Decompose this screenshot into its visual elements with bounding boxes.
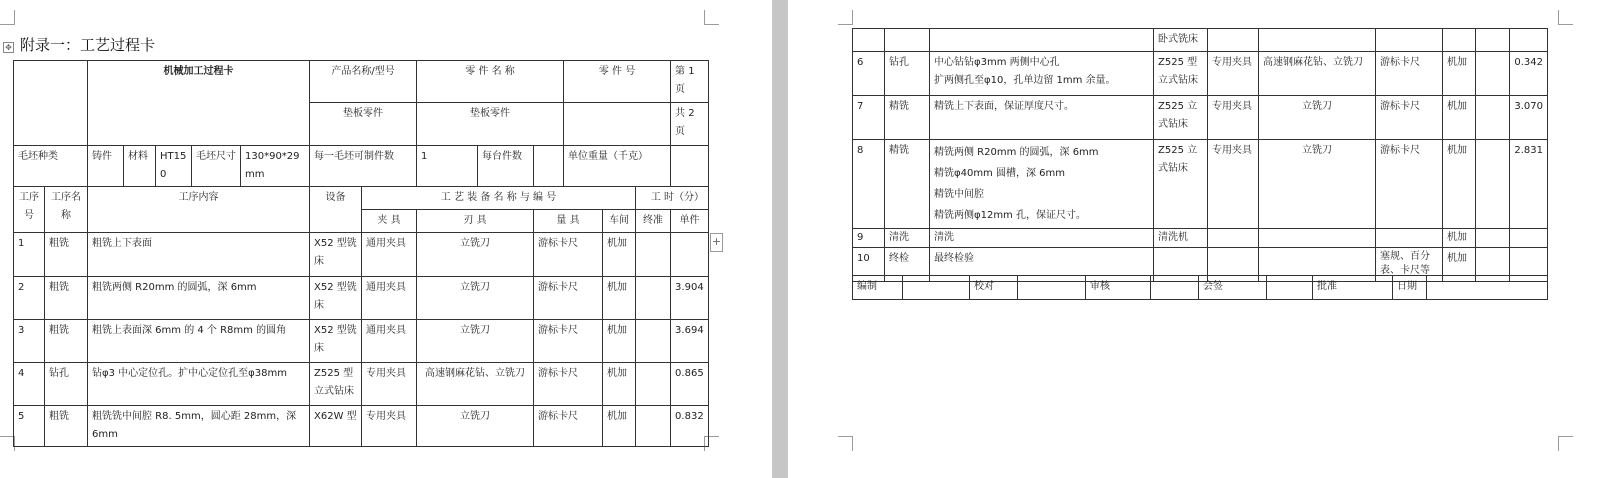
- step-no: 5: [14, 406, 45, 447]
- part-name-value: 垫板零件: [417, 103, 564, 146]
- step-name: 精铣: [885, 140, 930, 229]
- step-equipment: 卧式铣床: [1154, 29, 1208, 52]
- page-corner-mark: [1558, 10, 1573, 25]
- blank-size-label: 毛坯尺寸: [192, 146, 241, 187]
- col-equipment: 设备: [310, 187, 362, 233]
- step-content: [930, 29, 1154, 52]
- page-corner-mark: [0, 10, 15, 25]
- signoff-edit-label: 编制: [853, 276, 903, 300]
- content-line: 精铣中间腔: [934, 189, 984, 200]
- step-final: [1476, 52, 1510, 96]
- step-name: 粗铣: [45, 233, 88, 277]
- blank-cell: [14, 61, 88, 146]
- step-gauge: 游标卡尺: [534, 233, 603, 277]
- col-unit: 单件: [671, 210, 709, 233]
- step-unit-time: 0.865: [671, 363, 709, 406]
- step-gauge: 游标卡尺: [534, 277, 603, 320]
- step-cutter: 立铣刀: [417, 233, 534, 277]
- step-final: [636, 277, 671, 320]
- content-line: 最终检验: [934, 253, 974, 264]
- table-row: [14, 233, 709, 277]
- step-workshop: 机加: [603, 363, 636, 406]
- table-row: [853, 229, 1548, 248]
- step-no: 7: [853, 96, 885, 140]
- step-equipment: 清洗机: [1154, 229, 1208, 248]
- step-final: [1476, 140, 1510, 229]
- step-workshop: 机加: [1443, 140, 1476, 229]
- page-corner-mark: [1558, 436, 1573, 451]
- step-fixture: [1208, 29, 1259, 52]
- blank-size-value: 130*90*29mm: [241, 146, 310, 187]
- col-step-name: 工序名称: [45, 187, 88, 233]
- step-content: 粗铣上下表面: [88, 233, 310, 277]
- page-separator: [772, 0, 788, 478]
- step-final: [636, 233, 671, 277]
- content-line: 扩两侧孔至φ10，孔单边留 1mm 余量。: [934, 75, 1116, 86]
- step-fixture: 专用夹具: [1208, 52, 1259, 96]
- step-cutter: 立铣刀: [417, 406, 534, 447]
- table-row: [14, 320, 709, 363]
- step-equipment: X62W 型: [310, 406, 362, 447]
- step-cutter: 立铣刀: [417, 277, 534, 320]
- step-content: [930, 96, 1154, 140]
- step-cutter: 高速钢麻花钻、立铣刀: [417, 363, 534, 406]
- part-no-value: [564, 103, 671, 146]
- col-fixture: 夹 具: [362, 210, 417, 233]
- step-unit-time: [1510, 29, 1548, 52]
- material-value: HT150: [156, 146, 192, 187]
- col-content: 工序内容: [88, 187, 310, 233]
- table-row: [14, 363, 709, 406]
- step-content: [930, 229, 1154, 248]
- step-workshop: 机加: [603, 233, 636, 277]
- step-fixture: 专用夹具: [1208, 96, 1259, 140]
- total-pages-label: 共 2 页: [671, 103, 709, 146]
- step-unit-time: 3.904: [671, 277, 709, 320]
- signoff-approve-label: 批准: [1313, 276, 1393, 300]
- content-line: 精铣两侧 R20mm 的圆弧，深 6mm: [934, 147, 1099, 158]
- process-card-table-continued: [852, 28, 1548, 282]
- step-fixture: 专用夹具: [362, 406, 417, 447]
- content-line: 精铣φ40mm 圆槽，深 6mm: [934, 168, 1066, 179]
- step-gauge: 游标卡尺: [534, 406, 603, 447]
- step-final: [1476, 96, 1510, 140]
- col-step-no: 工序号: [14, 187, 45, 233]
- step-content: [930, 140, 1154, 229]
- page-corner-mark: [704, 10, 719, 25]
- col-cutter: 刃 具: [417, 210, 534, 233]
- signoff-check-label: 校对: [970, 276, 1018, 300]
- step-unit-time: 2.831: [1510, 140, 1548, 229]
- process-card-table: [13, 60, 709, 447]
- step-gauge: [1376, 29, 1443, 52]
- table-row: [14, 406, 709, 447]
- add-row-handle-icon[interactable]: +: [710, 233, 723, 252]
- unit-weight-value: [671, 146, 709, 187]
- per-unit-value: [534, 146, 564, 187]
- col-workshop: 车间: [603, 210, 636, 233]
- step-cutter: [1259, 29, 1376, 52]
- step-unit-time: [671, 233, 709, 277]
- step-content: 钻φ3 中心定位孔。扩中心定位孔至φ38mm: [88, 363, 310, 406]
- document-page-1: [0, 0, 772, 478]
- table-move-handle-icon[interactable]: ✥: [3, 42, 14, 53]
- step-unit-time: 3.070: [1510, 96, 1548, 140]
- step-equipment: Z525 型立式钻床: [1154, 52, 1208, 96]
- step-gauge: 游标卡尺: [534, 363, 603, 406]
- table-row: [853, 96, 1548, 140]
- page-label: 第 1 页: [671, 61, 709, 103]
- step-final: [636, 320, 671, 363]
- col-time-group: 工 时（分）: [636, 187, 709, 210]
- unit-weight-label: 单位重量（千克）: [564, 146, 671, 187]
- step-name: 钻孔: [885, 52, 930, 96]
- material-label: 材料: [124, 146, 156, 187]
- step-final: [636, 363, 671, 406]
- step-equipment: Z525 型立式钻床: [310, 363, 362, 406]
- step-fixture: 通用夹具: [362, 277, 417, 320]
- blank-type-value: 铸件: [88, 146, 124, 187]
- step-name: [885, 29, 930, 52]
- product-value: 垫板零件: [310, 103, 417, 146]
- step-workshop: [1443, 29, 1476, 52]
- part-name-label: 零 件 名 称: [417, 61, 564, 103]
- step-name: 粗铣: [45, 320, 88, 363]
- step-workshop: 机加: [603, 277, 636, 320]
- signoff-date-value: [1427, 276, 1548, 300]
- step-no: 4: [14, 363, 45, 406]
- step-content: [930, 52, 1154, 96]
- step-equipment: Z525 立式钻床: [1154, 140, 1208, 229]
- step-no: 2: [14, 277, 45, 320]
- col-gauge: 量 具: [534, 210, 603, 233]
- step-gauge: 游标卡尺: [534, 320, 603, 363]
- page-heading: 附录一：工艺过程卡: [20, 36, 156, 54]
- step-unit-time: 3.694: [671, 320, 709, 363]
- signoff-date-label: 日期: [1393, 276, 1427, 300]
- step-no: 8: [853, 140, 885, 229]
- step-gauge: 游标卡尺: [1376, 96, 1443, 140]
- step-final: [1476, 229, 1510, 248]
- step-equipment: X52 型铣床: [310, 320, 362, 363]
- step-final: [636, 406, 671, 447]
- pieces-per-blank-value: 1: [417, 146, 478, 187]
- step-fixture: 通用夹具: [362, 233, 417, 277]
- signoff-table: [852, 275, 1548, 300]
- signoff-review-value: [1151, 276, 1199, 300]
- content-line: 中心钻钻φ3mm 两侧中心孔: [934, 57, 1060, 68]
- step-no: 10: [853, 248, 885, 282]
- step-no: 3: [14, 320, 45, 363]
- step-workshop: 机加: [1443, 248, 1476, 282]
- blank-type-label: 毛坯种类: [14, 146, 88, 187]
- step-cutter: 立铣刀: [417, 320, 534, 363]
- step-equipment: Z525 立式钻床: [1154, 96, 1208, 140]
- step-name: 钻孔: [45, 363, 88, 406]
- step-gauge: 塞规、百分表、卡尺等: [1376, 248, 1443, 282]
- table-row: [14, 277, 709, 320]
- part-no-label: 零 件 号: [564, 61, 671, 103]
- step-workshop: 机加: [1443, 96, 1476, 140]
- content-line: 精铣两侧φ12mm 孔，保证尺寸。: [934, 210, 1086, 221]
- step-gauge: 游标卡尺: [1376, 140, 1443, 229]
- step-workshop: 机加: [1443, 229, 1476, 248]
- product-label: 产品名称/型号: [310, 61, 417, 103]
- pieces-per-blank-label: 每一毛坯可制件数: [310, 146, 417, 187]
- col-final: 终准: [636, 210, 671, 233]
- table-row: [853, 140, 1548, 229]
- step-cutter: 立铣刀: [1259, 140, 1376, 229]
- step-fixture: 专用夹具: [362, 363, 417, 406]
- signoff-edit-value: [903, 276, 970, 300]
- step-fixture: 通用夹具: [362, 320, 417, 363]
- step-fixture: [1208, 229, 1259, 248]
- step-cutter: 高速钢麻花钻、立铣刀: [1259, 52, 1376, 96]
- step-workshop: 机加: [603, 406, 636, 447]
- step-cutter: [1259, 229, 1376, 248]
- step-workshop: 机加: [1443, 52, 1476, 96]
- table-row: [853, 52, 1548, 96]
- step-name: 终检: [885, 248, 930, 282]
- card-title: 机械加工过程卡: [88, 61, 310, 146]
- step-no: [853, 29, 885, 52]
- page-corner-mark: [838, 10, 853, 25]
- step-fixture: 专用夹具: [1208, 140, 1259, 229]
- step-gauge: [1376, 229, 1443, 248]
- step-unit-time: 0.342: [1510, 52, 1548, 96]
- step-content: 粗铣上表面深 6mm 的 4 个 R8mm 的圆角: [88, 320, 310, 363]
- signoff-countersign-value: [1267, 276, 1313, 300]
- step-no: 9: [853, 229, 885, 248]
- step-no: 1: [14, 233, 45, 277]
- step-unit-time: [1510, 229, 1548, 248]
- step-unit-time: 0.832: [671, 406, 709, 447]
- table-row: [853, 29, 1548, 52]
- step-name: 粗铣: [45, 406, 88, 447]
- step-name: 清洗: [885, 229, 930, 248]
- signoff-review-label: 审核: [1086, 276, 1151, 300]
- signoff-check-value: [1018, 276, 1086, 300]
- page-corner-mark: [838, 436, 853, 451]
- step-equipment: X52 型铣床: [310, 277, 362, 320]
- step-equipment: X52 型铣床: [310, 233, 362, 277]
- step-final: [1476, 29, 1510, 52]
- step-cutter: 立铣刀: [1259, 96, 1376, 140]
- per-unit-label: 每台件数: [478, 146, 534, 187]
- content-line: 精铣上下表面，保证厚度尺寸。: [934, 101, 1074, 112]
- step-workshop: 机加: [603, 320, 636, 363]
- step-no: 6: [853, 52, 885, 96]
- col-tooling-group: 工 艺 装 备 名 称 与 编 号: [362, 187, 636, 210]
- step-name: 粗铣: [45, 277, 88, 320]
- step-gauge: 游标卡尺: [1376, 52, 1443, 96]
- content-line: 清洗: [934, 232, 954, 243]
- step-content: 粗铣铣中间腔 R8. 5mm，圆心距 28mm，深 6mm: [88, 406, 310, 447]
- step-name: 精铣: [885, 96, 930, 140]
- signoff-countersign-label: 会签: [1199, 276, 1267, 300]
- step-content: 粗铣两侧 R20mm 的圆弧，深 6mm: [88, 277, 310, 320]
